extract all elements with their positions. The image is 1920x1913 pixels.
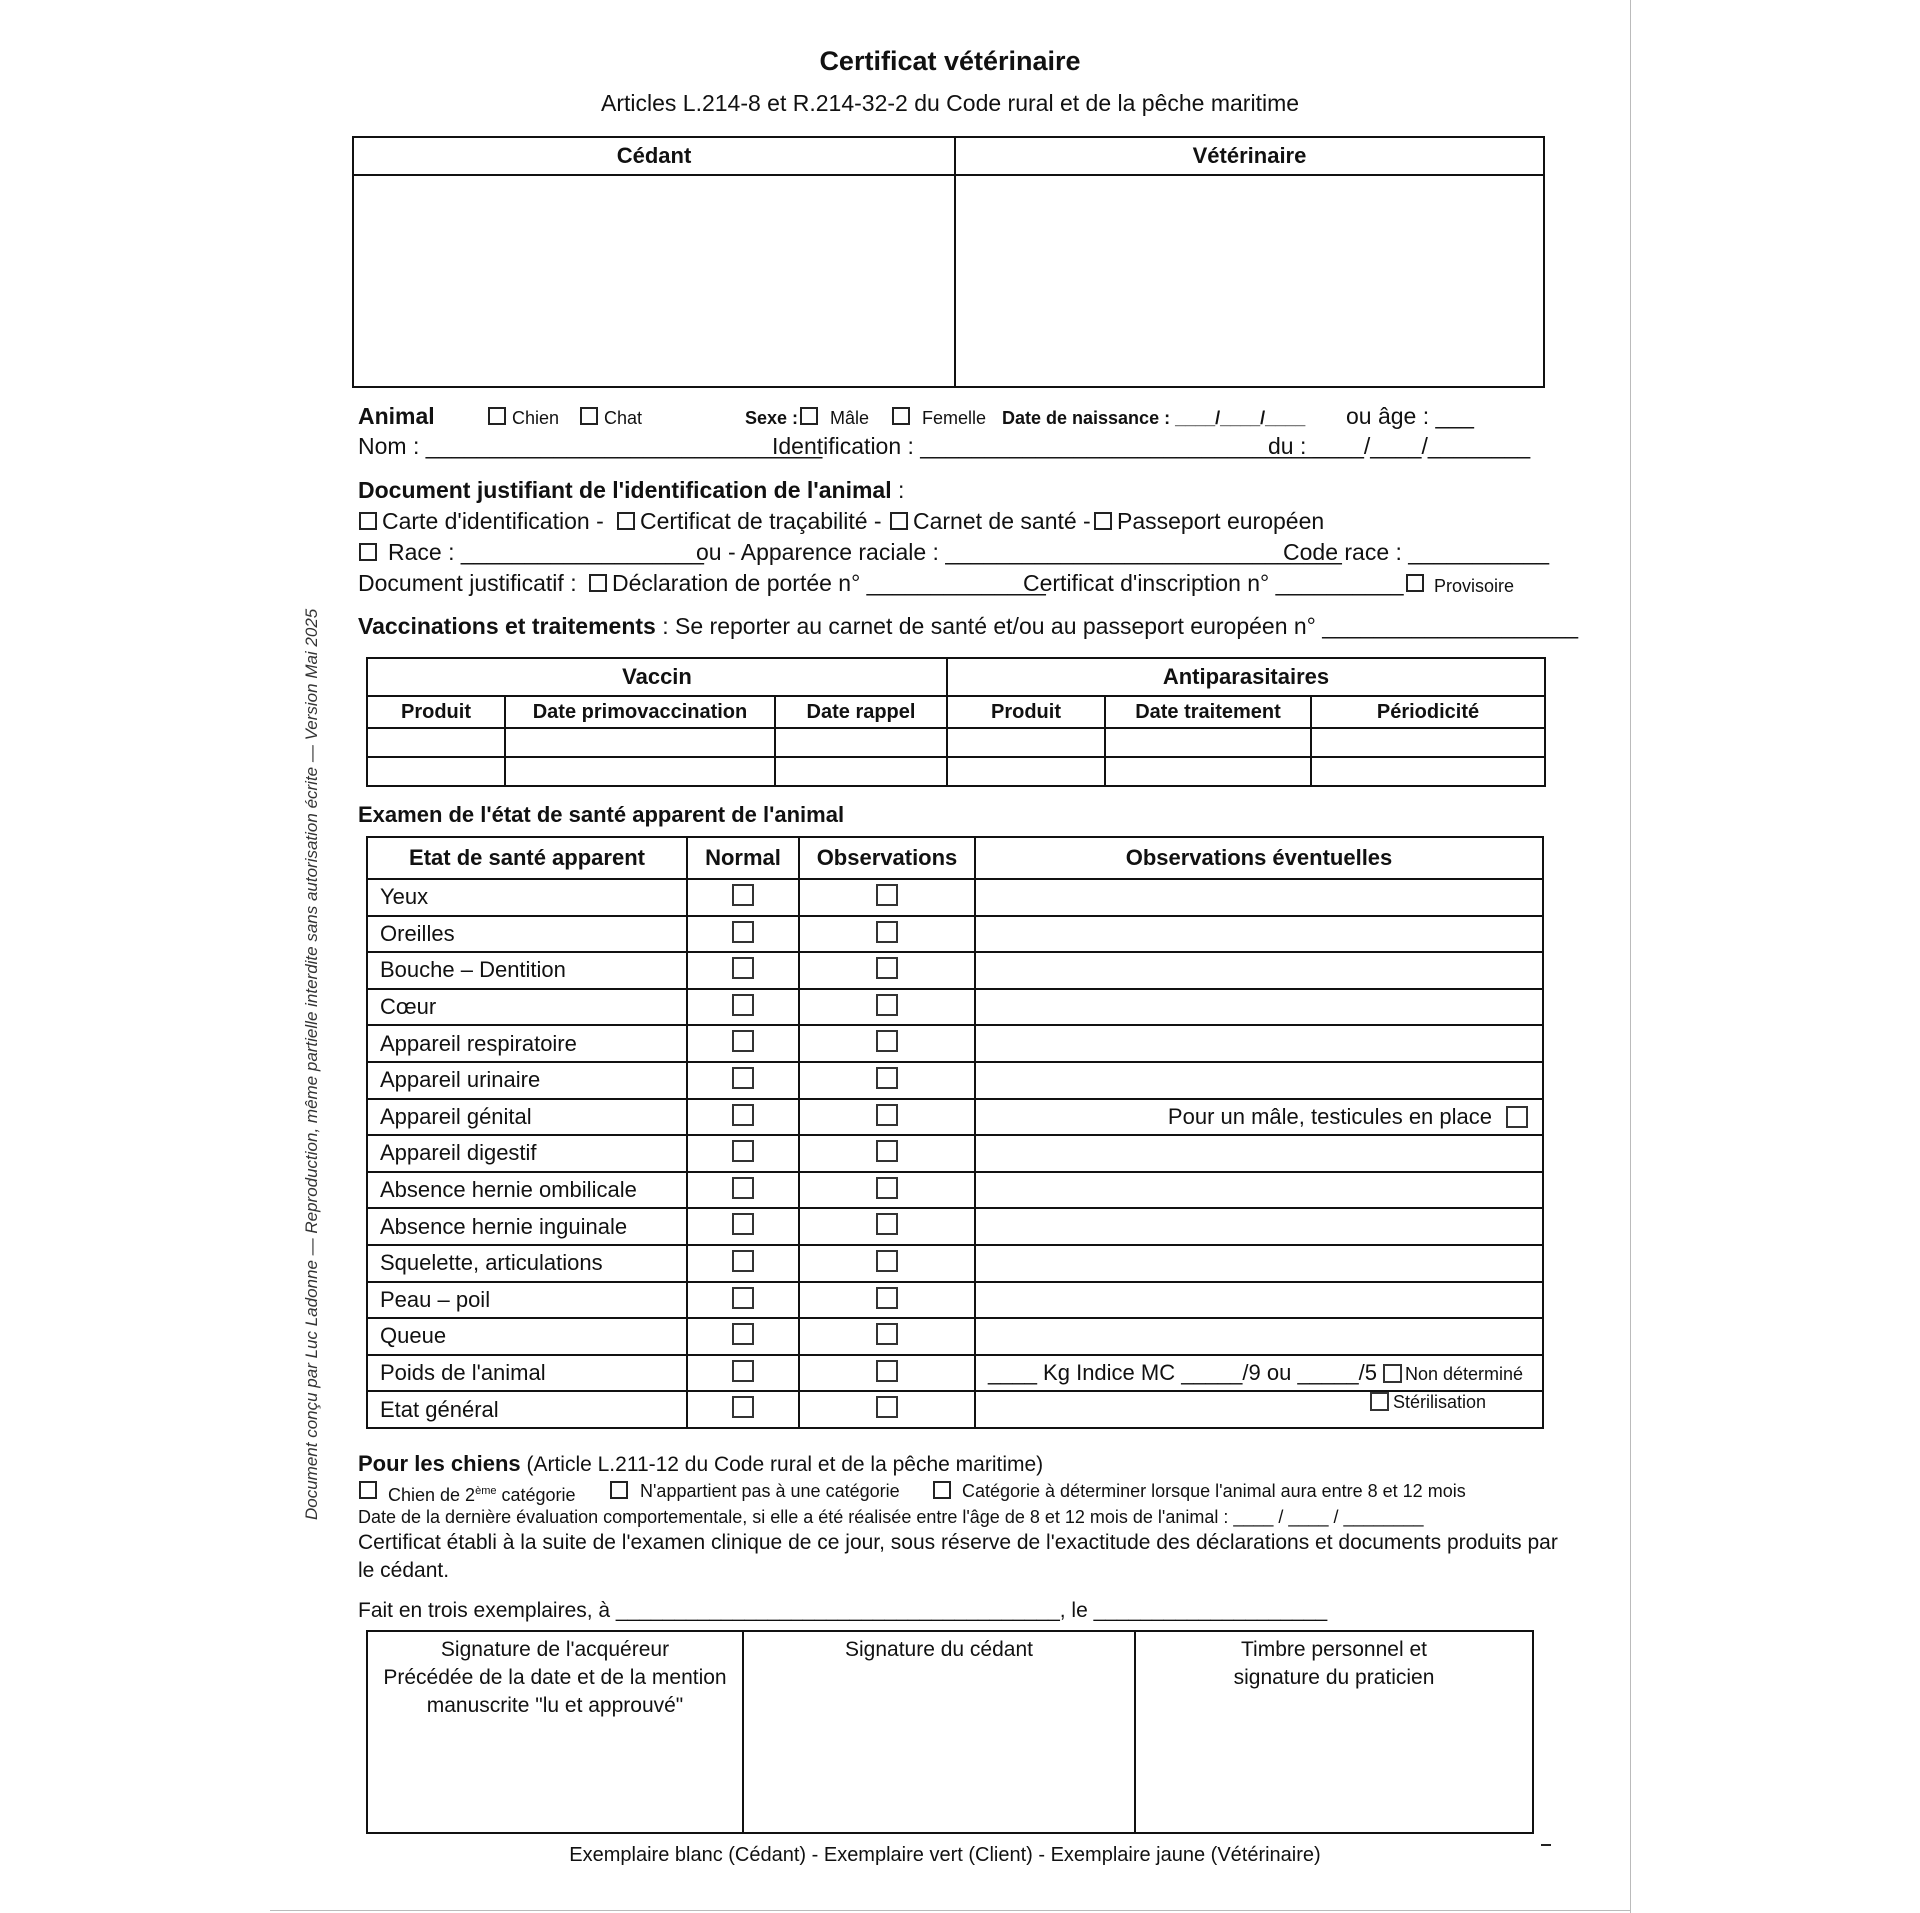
- observations-checkbox[interactable]: [876, 921, 898, 943]
- exam-normal-cell: [687, 1099, 799, 1136]
- exam-row-label: Absence hernie ombilicale: [367, 1172, 687, 1209]
- signature-acquereur[interactable]: [367, 1631, 743, 1833]
- normal-checkbox[interactable]: [732, 1104, 754, 1126]
- doc-ident-title: Document justifiant de l'identification de l'animal: [358, 477, 892, 503]
- doc-justificatif-label: Document justificatif :: [358, 570, 577, 596]
- exam-row: [367, 1135, 1543, 1172]
- page-right-edge: [1630, 0, 1631, 1913]
- vaccin-cell[interactable]: [1105, 728, 1311, 757]
- exam-row: [367, 1318, 1543, 1355]
- acquereur-line-1: Signature de l'acquéreur: [440, 1638, 670, 1661]
- exam-normal-cell: [687, 1025, 799, 1062]
- exam-normal-cell: [687, 916, 799, 953]
- exam-observation-field[interactable]: [975, 1282, 1543, 1319]
- exam-normal-cell: [687, 1208, 799, 1245]
- col-observations: Observations: [799, 837, 975, 879]
- signatures-table: [366, 1630, 1534, 1834]
- vaccin-cell[interactable]: [505, 728, 775, 757]
- exam-row-label: Absence hernie inguinale: [367, 1208, 687, 1245]
- exam-row: [367, 1355, 1543, 1392]
- exam-observation-field[interactable]: [975, 1099, 1543, 1136]
- side-note: Document conçu par Luc Ladonne — Reproduction, même partielle interdite sans autorisation écrite — Version Mai 2025: [302, 608, 321, 1520]
- exam-observations-cell: [799, 1318, 975, 1355]
- exam-row: [367, 1172, 1543, 1209]
- normal-checkbox[interactable]: [732, 994, 754, 1016]
- certification-text: Certificat établi à la suite de l'examen clinique de ce jour, sous réserve de l'exactitude des déclarations et documents produits par: [358, 1531, 1558, 1554]
- exam-observation-field[interactable]: [975, 989, 1543, 1026]
- exam-observations-cell: [799, 1245, 975, 1282]
- animal-label: Animal: [358, 403, 435, 429]
- vaccin-cell[interactable]: [1311, 757, 1545, 786]
- no-cat-checkbox[interactable]: [610, 1481, 628, 1499]
- observations-checkbox[interactable]: [876, 1177, 898, 1199]
- certification-text-2: le cédant.: [358, 1559, 450, 1582]
- vaccin-cell[interactable]: [1105, 757, 1311, 786]
- observations-checkbox[interactable]: [876, 1287, 898, 1309]
- observations-checkbox[interactable]: [876, 1104, 898, 1126]
- femelle-checkbox[interactable]: [892, 407, 910, 425]
- exam-row-label: Etat général: [367, 1391, 687, 1428]
- normal-checkbox[interactable]: [732, 1140, 754, 1162]
- vaccin-cell[interactable]: [367, 728, 505, 757]
- exam-row: [367, 916, 1543, 953]
- carte-label: Carte d'identification -: [382, 508, 604, 534]
- exam-observations-cell: [799, 1355, 975, 1392]
- declaration-checkbox[interactable]: [589, 574, 607, 592]
- cedant-header: Cédant: [353, 137, 955, 175]
- exam-normal-cell: [687, 1172, 799, 1209]
- exam-observations-cell: [799, 989, 975, 1026]
- vaccin-header: Vaccin: [367, 658, 947, 696]
- observations-checkbox[interactable]: [876, 1396, 898, 1418]
- exam-row-label: Appareil respiratoire: [367, 1025, 687, 1062]
- col-date-traitement: Date traitement: [1105, 696, 1311, 728]
- exam-row: [367, 1208, 1543, 1245]
- carte-checkbox[interactable]: [359, 512, 377, 530]
- exam-normal-cell: [687, 879, 799, 916]
- col-etat-sante: Etat de santé apparent: [367, 837, 687, 879]
- antiparasitaires-header: Antiparasitaires: [947, 658, 1545, 696]
- exam-row: [367, 989, 1543, 1026]
- observations-checkbox[interactable]: [876, 1250, 898, 1272]
- testicules-checkbox[interactable]: [1506, 1106, 1528, 1128]
- observations-checkbox[interactable]: [876, 1140, 898, 1162]
- observations-checkbox[interactable]: [876, 884, 898, 906]
- normal-checkbox[interactable]: [732, 1250, 754, 1272]
- exam-normal-cell: [687, 952, 799, 989]
- normal-checkbox[interactable]: [732, 957, 754, 979]
- cedant-field[interactable]: [353, 175, 955, 387]
- vaccin-cell[interactable]: [367, 757, 505, 786]
- sterilisation-label: Stérilisation: [1392, 1392, 1486, 1413]
- sterilisation-checkbox[interactable]: [1370, 1392, 1389, 1411]
- normal-checkbox[interactable]: [732, 1287, 754, 1309]
- exam-observations-cell: [799, 1391, 975, 1428]
- observations-checkbox[interactable]: [876, 1030, 898, 1052]
- chat-checkbox[interactable]: [580, 407, 598, 425]
- col-produit-vaccin: Produit: [367, 696, 505, 728]
- exam-row-label: Squelette, articulations: [367, 1245, 687, 1282]
- code-race-field[interactable]: Code race : ___________: [1283, 539, 1549, 565]
- page-bottom-edge: [270, 1910, 1630, 1911]
- exam-observation-field[interactable]: [975, 1208, 1543, 1245]
- vaccin-row: [367, 728, 1545, 757]
- apparence-field[interactable]: ou - Apparence raciale : _______________________________: [696, 539, 1342, 565]
- fait-field[interactable]: Fait en trois exemplaires, à ______________________________________, le ____________________: [358, 1599, 1328, 1622]
- vaccin-cell[interactable]: [775, 728, 947, 757]
- vaccin-cell[interactable]: [1311, 728, 1545, 757]
- normal-checkbox[interactable]: [732, 1030, 754, 1052]
- exam-observation-field[interactable]: [975, 1172, 1543, 1209]
- footer-exemplaires: Exemplaire blanc (Cédant) - Exemplaire vert (Client) - Exemplaire jaune (Vétérinaire): [569, 1844, 1321, 1866]
- passeport-checkbox[interactable]: [1094, 512, 1112, 530]
- cat2-sup: ème: [475, 1485, 497, 1497]
- exam-observation-field[interactable]: [975, 1025, 1543, 1062]
- exam-observations-cell: [799, 1135, 975, 1172]
- exam-observations-cell: [799, 1282, 975, 1319]
- exam-row-label: Bouche – Dentition: [367, 952, 687, 989]
- exam-observations-cell: [799, 916, 975, 953]
- praticien-line-1: Timbre personnel et: [1241, 1638, 1427, 1661]
- exam-row: [367, 1391, 1543, 1428]
- femelle-label: Femelle: [922, 408, 987, 428]
- exam-observations-cell: [799, 1099, 975, 1136]
- a-determiner-label: Catégorie à déterminer lorsque l'animal aura entre 8 et 12 mois: [962, 1481, 1466, 1501]
- carnet-checkbox[interactable]: [890, 512, 908, 530]
- observations-checkbox[interactable]: [876, 1067, 898, 1089]
- col-normal: Normal: [687, 837, 799, 879]
- exam-normal-cell: [687, 1318, 799, 1355]
- exam-observations-cell: [799, 1208, 975, 1245]
- exam-row: [367, 952, 1543, 989]
- vaccinations-label: Vaccinations et traitements: [358, 613, 656, 639]
- poids-note[interactable]: ____ Kg Indice MC _____/9 ou _____/5: [988, 1360, 1377, 1386]
- exam-row-label: Yeux: [367, 879, 687, 916]
- normal-checkbox[interactable]: [732, 1213, 754, 1235]
- exam-row-label: Appareil urinaire: [367, 1062, 687, 1099]
- exam-observation-field[interactable]: [975, 1318, 1543, 1355]
- vaccinations-table: [366, 657, 1546, 787]
- nom-field[interactable]: Nom : _______________________________: [358, 433, 823, 459]
- chat-label: Chat: [604, 408, 643, 428]
- signature-praticien[interactable]: [1135, 1631, 1533, 1833]
- vaccinations-row: [358, 612, 1578, 640]
- examen-table: [366, 836, 1544, 1429]
- chiens-article: (Article L.211-12 du Code rural et de la pêche maritime): [520, 1453, 1044, 1476]
- observations-checkbox[interactable]: [876, 994, 898, 1016]
- doc-ident-title-suffix: :: [891, 477, 905, 503]
- cedant-signature-label: Signature du cédant: [845, 1638, 1033, 1661]
- exam-observation-field[interactable]: [975, 916, 1543, 953]
- exam-row-label: Cœur: [367, 989, 687, 1026]
- exam-observation-field[interactable]: [975, 1245, 1543, 1282]
- exam-row-label: Poids de l'animal: [367, 1355, 687, 1392]
- exam-observation-field[interactable]: [975, 879, 1543, 916]
- normal-checkbox[interactable]: [732, 1323, 754, 1345]
- vaccin-cell[interactable]: [505, 757, 775, 786]
- exam-observations-cell: [799, 879, 975, 916]
- page-title: Certificat vétérinaire: [819, 46, 1081, 76]
- observations-checkbox[interactable]: [876, 1213, 898, 1235]
- exam-normal-cell: [687, 1355, 799, 1392]
- doc-ident-title-row: [358, 476, 904, 504]
- normal-checkbox[interactable]: [732, 884, 754, 906]
- provisoire-label: Provisoire: [1434, 576, 1515, 596]
- exam-row-label: Queue: [367, 1318, 687, 1355]
- genital-note: Pour un mâle, testicules en place: [1167, 1103, 1492, 1129]
- exam-normal-cell: [687, 1391, 799, 1428]
- carnet-label: Carnet de santé -: [913, 508, 1091, 534]
- exam-row-label: Peau – poil: [367, 1282, 687, 1319]
- passeport-label: Passeport européen: [1117, 508, 1325, 534]
- col-produit-anti: Produit: [947, 696, 1105, 728]
- col-periodicite: Périodicité: [1311, 696, 1545, 728]
- a-determiner-checkbox[interactable]: [933, 1481, 951, 1499]
- no-cat-label: N'appartient pas à une catégorie: [640, 1481, 900, 1501]
- exam-observation-field[interactable]: [975, 1391, 1543, 1428]
- vaccin-row: [367, 757, 1545, 786]
- identification-date-field[interactable]: du : ____/____/________: [1268, 433, 1531, 459]
- exam-row-label: Appareil digestif: [367, 1135, 687, 1172]
- exam-observations-cell: [799, 952, 975, 989]
- male-label: Mâle: [830, 408, 870, 428]
- page-subtitle: Articles L.214-8 et R.214-32-2 du Code rural et de la pêche maritime: [600, 90, 1300, 116]
- inscription-field[interactable]: Certificat d'inscription n° __________: [1023, 570, 1404, 596]
- exam-normal-cell: [687, 1245, 799, 1282]
- non-determine-label: Non déterminé: [1404, 1364, 1524, 1385]
- exam-observation-field[interactable]: [975, 952, 1543, 989]
- chiens-label: Pour les chiens: [358, 1451, 521, 1476]
- exam-observations-cell: [799, 1062, 975, 1099]
- observations-checkbox[interactable]: [876, 1323, 898, 1345]
- exam-observation-field[interactable]: [975, 1062, 1543, 1099]
- exam-normal-cell: [687, 1062, 799, 1099]
- exam-row-label: Appareil génital: [367, 1099, 687, 1136]
- acquereur-line-2: Précédée de la date et de la mention: [383, 1666, 727, 1689]
- observations-checkbox[interactable]: [876, 957, 898, 979]
- exam-normal-cell: [687, 1282, 799, 1319]
- race-checkbox[interactable]: [359, 543, 377, 561]
- cat2-checkbox[interactable]: [359, 1481, 377, 1499]
- chien-checkbox[interactable]: [488, 407, 506, 425]
- exam-row: [367, 1245, 1543, 1282]
- col-observations-eventuelles: Observations éventuelles: [975, 837, 1543, 879]
- exam-normal-cell: [687, 1135, 799, 1172]
- vaccin-cell[interactable]: [947, 728, 1105, 757]
- vaccinations-text[interactable]: : Se reporter au carnet de santé et/ou au passeport européen n° ____________________: [655, 613, 1579, 639]
- vaccin-cell[interactable]: [947, 757, 1105, 786]
- exam-normal-cell: [687, 989, 799, 1026]
- praticien-line-2: signature du praticien: [1233, 1666, 1435, 1689]
- cat2-text: Chien de 2: [388, 1485, 476, 1505]
- male-checkbox[interactable]: [800, 407, 818, 425]
- provisoire-checkbox[interactable]: [1406, 574, 1424, 592]
- normal-checkbox[interactable]: [732, 1067, 754, 1089]
- sexe-label: Sexe :: [745, 408, 799, 428]
- exam-row-label: Oreilles: [367, 916, 687, 953]
- exam-observations-cell: [799, 1025, 975, 1062]
- exam-observations-cell: [799, 1172, 975, 1209]
- normal-checkbox[interactable]: [732, 1360, 754, 1382]
- vaccin-cell[interactable]: [775, 757, 947, 786]
- exam-observation-field[interactable]: [975, 1135, 1543, 1172]
- veterinaire-header: Vétérinaire: [955, 137, 1544, 175]
- normal-checkbox[interactable]: [732, 1396, 754, 1418]
- cat2-suffix: catégorie: [496, 1485, 576, 1505]
- acquereur-line-3: manuscrite "lu et approuvé": [426, 1694, 684, 1717]
- observations-checkbox[interactable]: [876, 1360, 898, 1382]
- footer-dash: [1541, 1844, 1551, 1846]
- declaration-field[interactable]: Déclaration de portée n° ______________: [612, 570, 1046, 596]
- non-determine-checkbox[interactable]: [1383, 1364, 1402, 1383]
- col-date-rappel: Date rappel: [775, 696, 947, 728]
- col-date-primo: Date primovaccination: [505, 696, 775, 728]
- signature-cedant[interactable]: [743, 1631, 1135, 1833]
- normal-checkbox[interactable]: [732, 921, 754, 943]
- examen-title: Examen de l'état de santé apparent de l'animal: [358, 802, 845, 827]
- certificat-tracabilite-checkbox[interactable]: [617, 512, 635, 530]
- age-field[interactable]: ou âge : ___: [1346, 403, 1474, 429]
- certificat-tracabilite-label: Certificat de traçabilité -: [640, 508, 882, 534]
- exam-row: [367, 1282, 1543, 1319]
- evaluation-field[interactable]: Date de la dernière évaluation comportementale, si elle a été réalisée entre l'âge de 8 et 12 mois de l'animal : ____ / ____ / ________: [358, 1507, 1424, 1527]
- race-field[interactable]: Race : ___________________: [388, 539, 704, 565]
- identification-field[interactable]: Identification : ________________________________: [772, 433, 1330, 459]
- exam-observation-field[interactable]: [975, 1355, 1543, 1392]
- chien-label: Chien: [512, 408, 560, 428]
- chiens-row: [358, 1450, 1043, 1479]
- exam-row: [367, 1099, 1543, 1136]
- exam-row: [367, 1025, 1543, 1062]
- date-naissance-field[interactable]: Date de naissance : ____/____/____: [1002, 408, 1306, 428]
- veterinaire-field[interactable]: [955, 175, 1544, 387]
- parties-table: [352, 136, 1545, 388]
- exam-row: [367, 879, 1543, 916]
- exam-row: [367, 1062, 1543, 1099]
- normal-checkbox[interactable]: [732, 1177, 754, 1199]
